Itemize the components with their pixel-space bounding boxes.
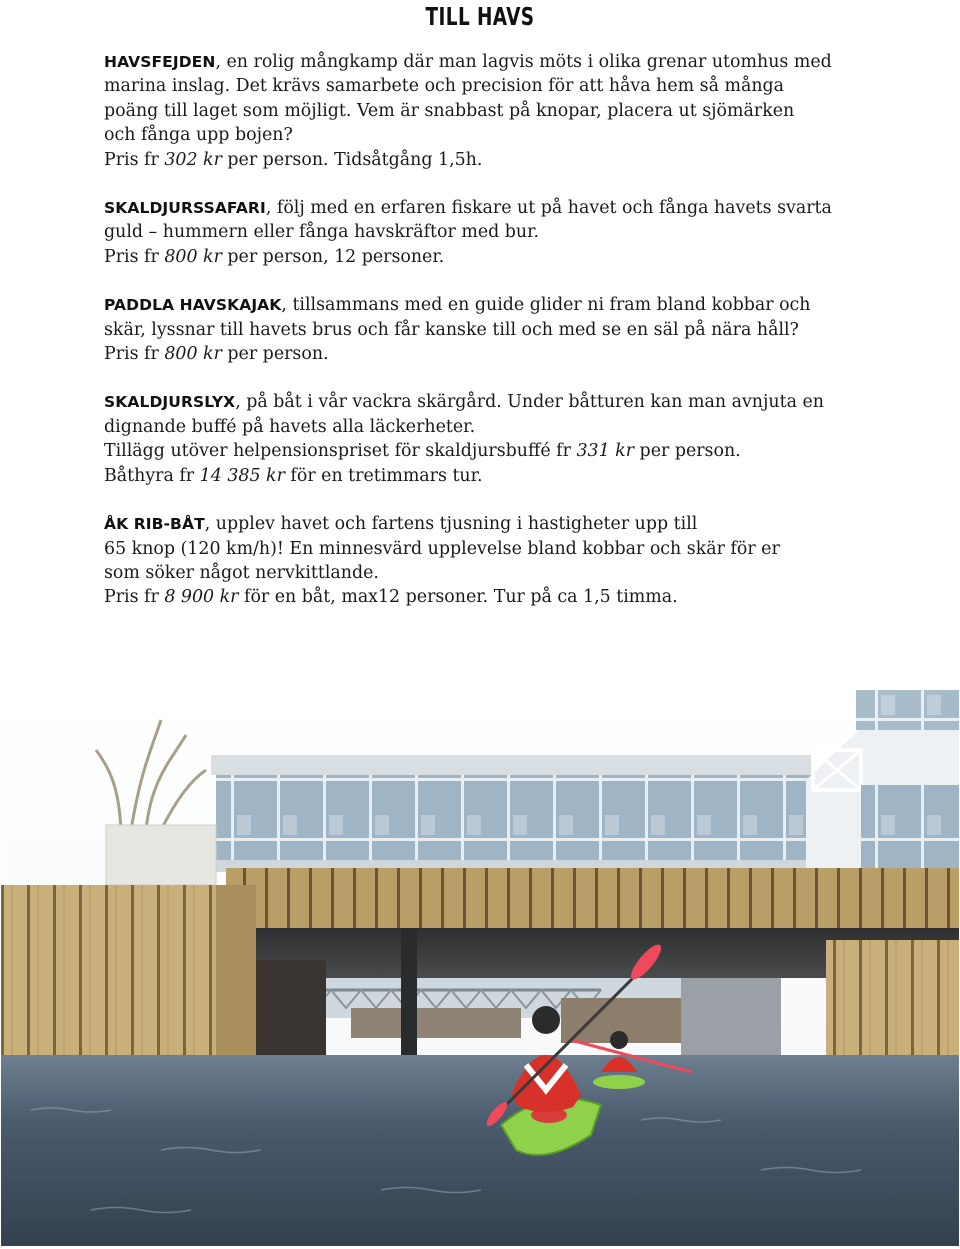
offer-heading: PADDLA HAVSKAJAK [104, 296, 282, 315]
offer-list [104, 50, 844, 634]
offer-heading: ÅK RIB-BÅT [104, 515, 205, 534]
offer-heading: HAVSFEJDEN [104, 53, 216, 71]
price-suffix: för en tretimmars tur. [284, 465, 483, 486]
price-value: 8 900 kr [164, 587, 239, 608]
price-prefix: Tillägg utöver helpensionspriset för skaldjursbuffé fr [104, 441, 577, 462]
bridge-deck [226, 868, 959, 928]
offer-description-line [104, 512, 844, 536]
offer-description: , upplev havet och fartens tjusning i hastigheter upp till [204, 514, 698, 535]
price-suffix: för en båt, max12 personer. Tur på ca 1,5 timma. [238, 587, 678, 608]
offer-description-line [104, 50, 844, 74]
right-wooden-wall [826, 940, 959, 1070]
right-pier [681, 978, 781, 1058]
offer-description-line [104, 390, 844, 414]
offer-skaldjurslyx [104, 390, 844, 488]
offer-heading: SKALDJURSSAFARI [104, 199, 266, 218]
offer-paddla-havskajak [104, 293, 844, 366]
offer-description-line: och fånga upp bojen? [104, 125, 293, 146]
water [1, 1055, 959, 1246]
price-prefix: Båthyra fr [104, 465, 200, 486]
offer-price-line [104, 439, 844, 463]
offer-description-line: 65 knop (120 km/h)! En minnesvärd upplevelse bland kobbar och skär för er [104, 538, 780, 559]
offer-skaldjurssafari [104, 196, 844, 269]
offer-havsfejden [104, 50, 844, 172]
kayak-photo [1, 690, 959, 1246]
price-value: 302 kr [164, 149, 222, 170]
offer-description: , följ med en erfaren fiskare ut på havet och fånga havets svarta [265, 198, 832, 219]
price-value: 14 385 kr [199, 465, 285, 486]
offer-description: , en rolig mångkamp där man lagvis möts i olika grenar utomhus med [215, 52, 832, 72]
offer-description-line: guld – hummern eller fånga havskräftor med bur. [104, 222, 540, 243]
offer-description: , tillsammans med en guide glider ni fram bland kobbar och [281, 295, 811, 316]
offer-heading: SKALDJURSLYX [104, 393, 236, 412]
offer-description-line: dignande buffé på havets alla läckerheter. [104, 416, 476, 437]
price-prefix: Pris fr [104, 246, 165, 267]
price-value: 800 kr [164, 344, 222, 365]
offer-description-line: marina inslag. Det krävs samarbete och precision för att håva hem så många [104, 76, 785, 97]
offer-price-line [104, 585, 844, 609]
offer-rib-bat [104, 512, 844, 610]
offer-description-line [104, 196, 844, 220]
price-suffix: per person, 12 personer. [221, 246, 445, 267]
offer-description-line: poäng till laget som möjligt. Vem är snabbast på knopar, placera ut sjömärken [104, 100, 795, 121]
offer-description-line: skär, lyssnar till havets brus och får kanske till och med se en säl på nära håll? [104, 319, 799, 340]
price-prefix: Pris fr [104, 149, 165, 170]
page-title: TILL HAVS [425, 2, 535, 31]
price-prefix: Pris fr [104, 344, 165, 365]
offer-description-line: som söker något nervkittlande. [104, 562, 379, 583]
offer-description-line [104, 293, 844, 317]
offer-price-line [104, 464, 844, 488]
bridge-pillar [401, 928, 417, 1058]
background-building [211, 755, 811, 872]
price-suffix: per person. Tidsåtgång 1,5h. [221, 149, 483, 170]
offer-description: , på båt i vår vackra skärgård. Under båtturen kan man avnjuta en [235, 392, 824, 413]
offer-price-line [104, 245, 844, 269]
price-prefix: Pris fr [104, 587, 165, 608]
price-value: 331 kr [576, 441, 635, 462]
price-suffix: per person. [221, 344, 329, 365]
offer-price-line [104, 148, 844, 172]
price-value: 800 kr [164, 246, 222, 267]
offer-price-line [104, 342, 844, 366]
price-suffix: per person. [634, 441, 741, 462]
